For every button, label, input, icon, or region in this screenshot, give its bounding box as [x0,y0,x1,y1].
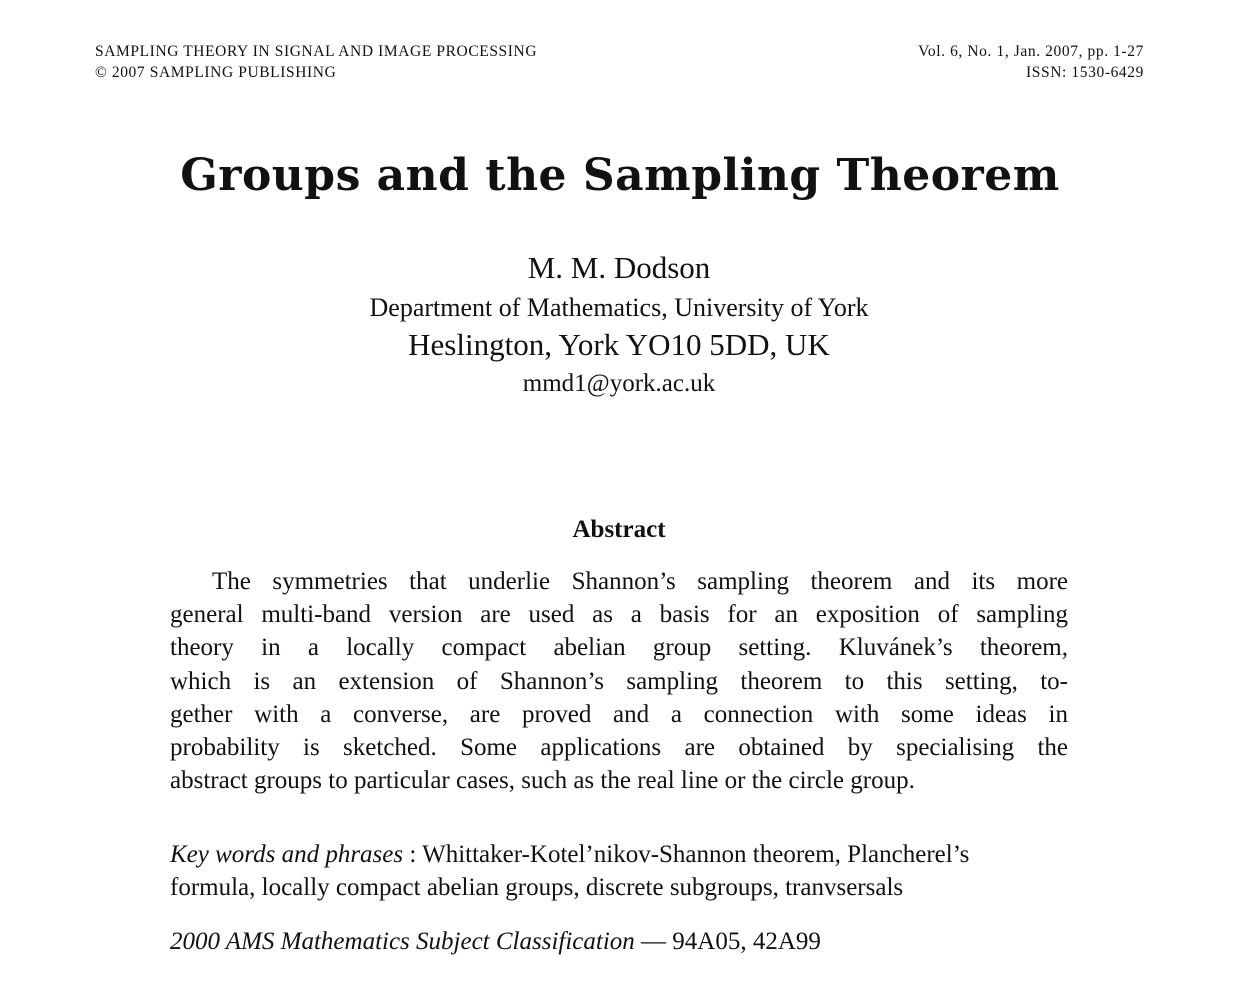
abstract-line: The symmetries that underlie Shannon’s sampling theorem and its more [212,568,1068,595]
keywords-separator: : [403,841,423,868]
abstract-line: general multi-band version are used as a basis for an exposition of sampling [170,601,1068,629]
abstract-line: probability is sketched. Some applications are obtained by specialising the [170,733,1068,761]
abstract-line: abstract groups to particular cases, such as the real line or the circle group. [170,767,915,795]
copyright-notice: © 2007 SAMPLING PUBLISHING [95,64,337,81]
author-name: M. M. Dodson [527,250,711,285]
abstract-line: which is an extension of Shannon’s sampling theorem to this setting, to- [170,667,1068,695]
author-email: mmd1@york.ac.uk [522,370,716,397]
running-header-left [95,41,537,83]
abstract-line: gether with a converse, are proved and a connection with some ideas in [170,700,1068,728]
journal-name: SAMPLING THEORY IN SIGNAL AND IMAGE PROCESSING [95,43,538,60]
running-header-right [918,41,1144,83]
keywords-section [170,838,1115,904]
abstract-line: theory in a locally compact abelian group setting. Kluvánek’s theorem, [170,634,1068,662]
volume-info: Vol. 6, No. 1, Jan. 2007, pp. 1-27 [918,43,1144,60]
author-department: Department of Mathematics, University of York [369,293,869,322]
keywords-text-continued: formula, locally compact abelian groups, discrete subgroups, tranvsersals [170,874,904,901]
issn: ISSN: 1530-6429 [1026,64,1144,81]
abstract-body [170,565,1068,797]
classification-separator: — [634,928,673,955]
keywords-line [170,838,1115,871]
classification-label: 2000 AMS Mathematics Subject Classification [170,928,635,955]
abstract-heading: Abstract [572,516,666,543]
paper-title: Groups and the Sampling Theorem [180,150,1060,201]
subject-classification [170,928,821,956]
author-address: Heslington, York YO10 5DD, UK [408,327,830,362]
keywords-label: Key words and phrases [170,841,404,868]
keywords-text: Whittaker-Kotel’nikov-Shannon theorem, Plancherel’s [422,841,970,868]
classification-codes: 94A05, 42A99 [672,928,821,955]
